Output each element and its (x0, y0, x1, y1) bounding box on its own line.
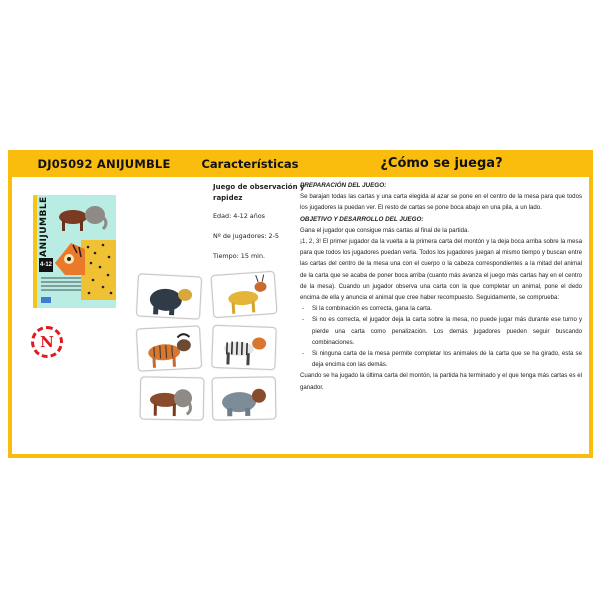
rule-bullet-text: Si ninguna carta de la mesa permite completar los animales de la carta que se ha girado, esta se deja encima con las demás. (312, 350, 582, 369)
end-text: Cuando se ha jugado la última carta del montón, la partida ha terminado y el que tenga más cartas es el ganador. (300, 372, 582, 391)
age-range: Edad: 4-12 años (213, 212, 265, 220)
djeco-logo (41, 297, 51, 303)
rule-bullet: - Si ninguna carta de la mesa permite completar los animales de la carta que se ha girado, esta se deja encima con las demás. (300, 348, 582, 370)
rule-bullet: - Si la combinación es correcta, gana la carta. (300, 303, 582, 314)
box-age-badge: 4-12 (39, 258, 53, 272)
box-spine (33, 195, 37, 308)
player-count: Nº de jugadores: 2-5 (213, 232, 279, 240)
hippo-warthog-illustration (213, 377, 277, 420)
card-tiger-buffalo (136, 325, 202, 371)
rule-bullet-text: Si la combinación es correcta, gana la carta. (312, 305, 432, 313)
card-horse-elephant (140, 376, 205, 420)
prep-heading: PREPARACIÓN DEL JUEGO: (300, 182, 387, 189)
rule-bullet: - Si no es correcta, el jugador deja la carta sobre la mesa, no puede jugar más durante ese turno y pierde una carta como penalización. Los demás jugadores pueden seguir buscando combinaciones. (300, 314, 582, 348)
header-bar (8, 150, 593, 177)
gorilla-lion-illustration (137, 274, 202, 319)
features-title: Características (201, 156, 299, 171)
play-text: ¡1, 2, 3! El primer jugador da la vuelta a la primera carta del montón y la deja boca arriba sobre la mesa para que todos los jugadores puedan verla. Todos los jugadores juegan al mismo tiempo y buscan entre las cartas del centro de la mesa una con el cuerpo o la cabeza correspondientes a la mitad del animal de la carta que se acaba de poner boca arriba (cuanto más avanza el juego más cartas hay en el centro de la mesa). Cuando un jugador observa una carta con la que completar un animal, pone el dedo encima de ella y anuncia el animal que cree haber recompuesto. Seguidamente, se comprueba: (300, 238, 582, 302)
tiger-cheetah-illustration (53, 235, 116, 307)
howto-title: ¿Cómo se juega? (380, 156, 503, 171)
play-time: Tiempo: 15 min. (213, 252, 266, 260)
product-title: DJ05092 ANIJUMBLE (37, 156, 171, 171)
box-description (41, 277, 81, 293)
rule-bullet-text: Si no es correcta, el jugador deja la carta sobre la mesa, no puede jugar más durante ese turno y pierde una carta como penalización. Los demás jugadores pueden seguir buscando combinaciones. (312, 316, 582, 346)
features-panel (213, 182, 308, 271)
card-hippo-warthog (212, 376, 277, 420)
tiger-buffalo-illustration (137, 326, 202, 371)
game-type: Juego de observación y rapidez (213, 183, 305, 202)
card-gorilla-lion (136, 273, 202, 319)
cheetah-antelope-illustration (212, 272, 278, 318)
goal-text: Gana el jugador que consigue más cartas al final de la partida. (300, 226, 470, 234)
elephant-horse-illustration (53, 203, 113, 233)
card-zebra-tiger (211, 325, 276, 370)
box-title: ANIJUMBLE (39, 196, 49, 257)
prep-text: Se barajan todas las cartas y una carta elegida al azar se pone en el centro de la mesa para que todos los jugadores la puedan ver. El resto de cartas se pone boca abajo en una pila, a un lado. (300, 193, 582, 212)
howto-panel (300, 180, 582, 393)
zebra-tiger-illustration (212, 326, 276, 370)
goal-heading: OBJETIVO Y DESARROLLO DEL JUEGO: (300, 215, 424, 223)
new-product-badge: N (31, 326, 63, 358)
card-cheetah-antelope (211, 271, 278, 318)
horse-elephant-illustration (141, 377, 205, 420)
game-box-image (33, 195, 116, 308)
